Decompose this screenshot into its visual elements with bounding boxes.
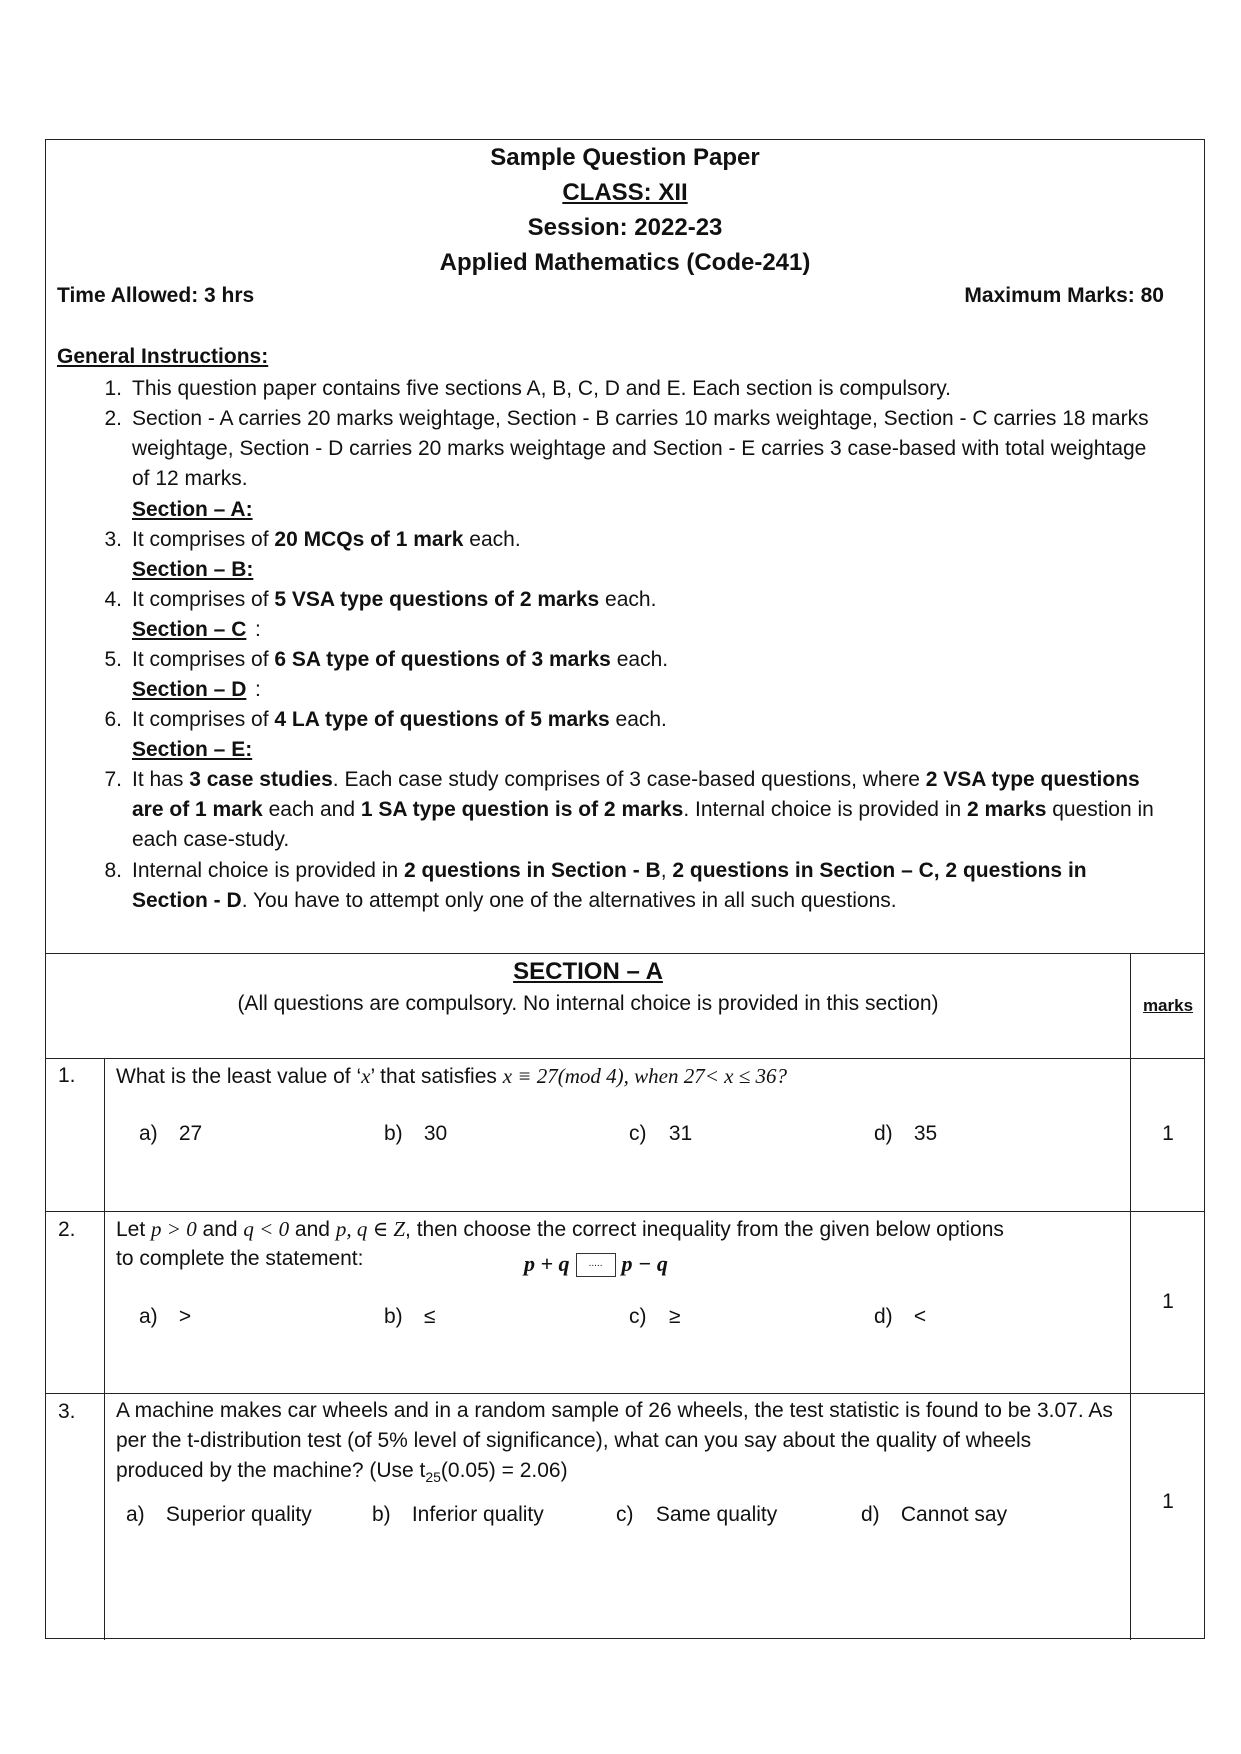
instruction-text: It comprises of 4 LA type of questions of 5 marks each. — [132, 708, 667, 731]
instruction-number: 7. — [104, 768, 122, 791]
row-divider — [46, 1393, 1204, 1394]
question-number: 2. — [58, 1218, 76, 1241]
question-paper-frame — [45, 139, 1205, 1639]
subject-label: Applied Mathematics (Code-241) — [439, 249, 811, 276]
instruction-text: It comprises of 20 MCQs of 1 mark each. — [132, 528, 521, 551]
paper-title: Sample Question Paper — [490, 144, 760, 171]
row-divider — [46, 1058, 1204, 1059]
section-d-heading: Section – D — [132, 678, 247, 701]
question-text-line2: to complete the statement: — [116, 1247, 364, 1270]
colon: : — [255, 618, 261, 641]
marks-header: marks — [1142, 996, 1194, 1015]
option-d: d) Cannot say — [861, 1503, 1008, 1526]
instruction-number: 8. — [104, 859, 122, 882]
option-b: b) ≤ — [384, 1305, 436, 1328]
instruction-text: It has 3 case studies. Each case study comprises of 3 case-based questions, where 2 VSA type questions are of 1 mark each and 1 SA type question is of 2 marks. Internal choice is provided in 2 marks question in each case-study. — [132, 768, 1154, 851]
colon: : — [255, 678, 261, 701]
option-a: a) 27 — [139, 1122, 203, 1145]
section-a-title: SECTION – A — [513, 958, 663, 985]
question-marks: 1 — [1162, 1122, 1174, 1145]
instruction-text: It comprises of 6 SA type of questions of 3 marks each. — [132, 648, 669, 671]
inequality-statement: p + q ..... p − q — [524, 1251, 668, 1276]
instruction-number: 5. — [104, 648, 122, 671]
instruction-text: Internal choice is provided in 2 questions in Section - B, 2 questions in Section – C, 2 questions in Section - D. You have to attempt only one of the alternatives in all such questions. — [132, 859, 1087, 912]
instruction-text: Section - A carries 20 marks weightage, Section - B carries 10 marks weightage, Section - C carries 18 marks weightage, Section - D carries 20 marks weightage and Section - E carries 3 case-based with total weightage of 12 marks. — [132, 407, 1149, 490]
question-text: What is the least value of ‘x’ that satisfies x ≡ 27(mod 4), when 27< x ≤ 36? — [116, 1064, 787, 1088]
option-c: c) Same quality — [616, 1503, 778, 1526]
section-e-heading: Section – E: — [132, 738, 253, 761]
instruction-text: It comprises of 5 VSA type questions of 2 marks each. — [132, 588, 657, 611]
instruction-number: 6. — [104, 708, 122, 731]
option-d: d) 35 — [874, 1122, 938, 1145]
max-marks: Maximum Marks: 80 — [964, 284, 1164, 307]
section-a-subtitle: (All questions are compulsory. No internal choice is provided in this section) — [237, 992, 939, 1015]
general-instructions-title: General Instructions: — [57, 345, 269, 368]
option-c: c) 31 — [629, 1122, 693, 1145]
instruction-number: 2. — [104, 407, 122, 430]
row-divider — [46, 1211, 1204, 1212]
option-a: a) > — [139, 1305, 192, 1328]
question-text: A machine makes car wheels and in a random sample of 26 wheels, the test statistic is found to be 3.07. As per the t-distribution test (of 5% level of significance), what can you say about the quality of wheels produced by the machine? (Use $t_{25}(0.05) = 2.06$) — [116, 1399, 1113, 1486]
section-b-heading: Section – B: — [132, 558, 254, 581]
session-label: Session: 2022-23 — [527, 214, 723, 241]
question-marks: 1 — [1162, 1490, 1174, 1513]
table-top-border — [46, 953, 1204, 954]
instruction-text: This question paper contains five sections A, B, C, D and E. Each section is compulsory. — [132, 377, 952, 400]
instruction-number: 4. — [104, 588, 122, 611]
option-a: a) Superior quality — [126, 1503, 312, 1526]
question-number: 1. — [58, 1064, 76, 1087]
option-d: d) < — [874, 1305, 927, 1328]
question-marks: 1 — [1162, 1290, 1174, 1313]
section-a-heading: Section – A: — [132, 498, 253, 521]
option-b: b) Inferior quality — [372, 1503, 544, 1526]
option-b: b) 30 — [384, 1122, 448, 1145]
question-text: Let p > 0 and q < 0 and p, q ∈ Z, then choose the correct inequality from the given below options — [116, 1217, 1004, 1241]
section-c-heading: Section – C — [132, 618, 247, 641]
time-allowed: Time Allowed: 3 hrs — [57, 284, 255, 307]
class-label: CLASS: XII — [562, 179, 688, 206]
instruction-number: 1. — [104, 377, 122, 400]
instruction-number: 3. — [104, 528, 122, 551]
question-number: 3. — [58, 1400, 76, 1423]
qnum-column-divider — [104, 1058, 105, 1640]
option-c: c) ≥ — [629, 1305, 681, 1328]
blank-box: ..... — [576, 1253, 616, 1277]
